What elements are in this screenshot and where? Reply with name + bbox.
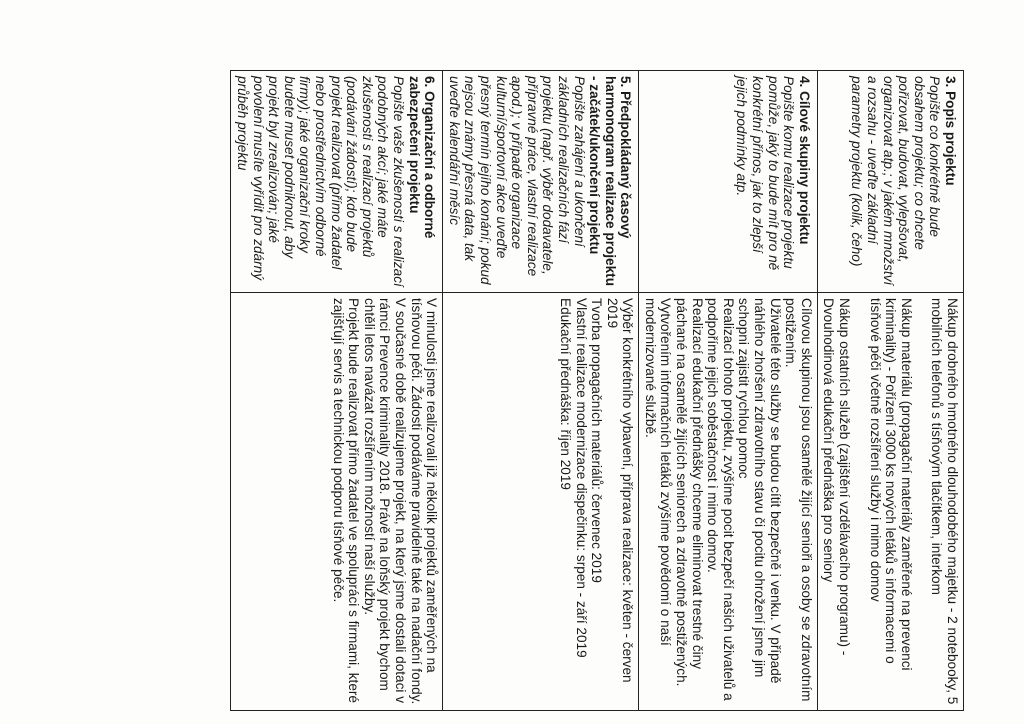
- answer-paragraph: Cílovou skupinou jsou osamělé žijící senioři a osoby se zdravotním postižením.: [783, 298, 814, 702]
- section-answer-cell: [231, 293, 443, 711]
- table-row: [231, 71, 443, 711]
- paragraph-gap: [914, 298, 929, 705]
- paragraph-gap: [852, 298, 867, 705]
- answer-paragraph: Vlastní realizace modernizace dispečinku: srpen - září 2019: [573, 298, 589, 658]
- section-question-cell: [639, 71, 818, 293]
- section-description: Popište co konkrétně bude obsahem projektu; co chcete pořizovat, budovat, vylepšovat, organizovat atp.; v jakém množství a rozsahu - uveďte základní parametry projektu (kolik, čeho): [849, 76, 943, 286]
- answer-paragraph: Realizací edukační přednášky chceme eliminovat trestné činy páchané na osamělé žijících seniorech a zdravotně postižených.: [674, 298, 705, 687]
- answer-paragraph: Vytvořením informačních letáků zvýšíme povědomí o naší modernizované službě.: [642, 298, 674, 646]
- section-title: 3. Popis projektu: [943, 76, 958, 186]
- answer-paragraph: Nákup materiálu (propagační materiály zaměřené na prevenci kriminality) - Pořízení 3000 ks nových letáků s informacemi o tísňové péči včetně rozšíření služby i mimo domov: [867, 298, 914, 671]
- section-answer-cell: [443, 293, 639, 711]
- answer-paragraph: V minulosti jsme realizovali již několik projektů zaměřených na tísňovou péči. Žádosti podáváme pravidelně také na nadační fondy. V současné době realizujeme projekt, na který jsme dostali dotaci v rámci Prevence kriminality 2018. Právě na loňský projekt bychom chtěli letos navázat rozšířením možností naší služby.: [361, 298, 440, 705]
- section-title: 4. Cílové skupiny projektu: [796, 76, 812, 245]
- answer-paragraph: Uživatelé této služby se budou cítit bezpečně i venku. V případě náhlého zhoršení zdravotního stavu či pocitu ohrožení jsme jim schopni zajistit rychlou pomoc: [736, 298, 783, 684]
- section-question-cell: [817, 71, 963, 293]
- section-description: Popište zahájení a ukončení základních realizačních fází projektu (např. výběr dodavatele, přípravné práce, vlastní realizace apod.); v případě organizace kulturní/sportovní akce uveďte přesný termín jejího konání; pokud nejsou známy přesná data, tak uveďte kalendářní měsíc: [446, 76, 587, 285]
- answer-paragraph: Nákup ostatních služeb (zajištění vzdělávacího programu) - Dvouhodinová edukační přednáška pro seniory: [821, 298, 853, 656]
- section-title: 6. Organizační a odborné zabezpečení projektu: [406, 76, 438, 239]
- table-row: [639, 71, 818, 711]
- answer-paragraph: Projekt bude realizovat přímo žadatel ve spolupráci s firmami, které zajišťují servis a technickou podporu tísňové péče.: [330, 298, 362, 703]
- section-description: Popište vaše zkušenosti s realizací podobných akcí; jaké máte zkušenosti s realizací projektů (podávání žádostí); kdo bude projekt realizovat (přímo žadatel nebo prostřednictvím odborné firmy); jaké organizační kroky budete muset podniknout, aby projekt byl zrealizován; jaké povolení musíte vyřídit pro zdárný průběh projektu: [235, 76, 406, 287]
- answer-paragraph: Nákup drobného hmotného dlouhodobého majetku - 2 notebooky, 5 mobilních telefonů s tísňovým tlačítkem, interkom: [929, 298, 960, 705]
- project-description-table: [230, 70, 964, 711]
- section-question-cell: [443, 71, 639, 293]
- section-answer-cell: [639, 293, 818, 711]
- answer-paragraph: Realizací tohoto projektu, zvýšíme pocit bezpečí našich uživatelů a podpoříme jejich soběstačnost i mimo domov.: [705, 298, 736, 701]
- section-answer-cell: [817, 293, 963, 711]
- answer-paragraph: Tvorba propagačních materiálů: červenec 2019: [589, 298, 605, 583]
- section-title: 5. Předpokládaný časový harmonogram realizace projektu - začátek/ukončení projektu: [587, 76, 634, 287]
- answer-paragraph: Edukační přednáška: říjen 2019: [557, 298, 573, 490]
- table-row: [817, 71, 963, 711]
- section-description: Popište komu realizace projektu pomůže, jaký to bude mít pro ně konkrétní přínos, jak to zlepší jejich podmínky atp.: [734, 76, 797, 271]
- table-row: [443, 71, 639, 711]
- section-question-cell: [231, 71, 443, 293]
- answer-paragraph: Výběr konkrétního vybavení, příprava realizace: květen - červen 2019: [604, 298, 636, 683]
